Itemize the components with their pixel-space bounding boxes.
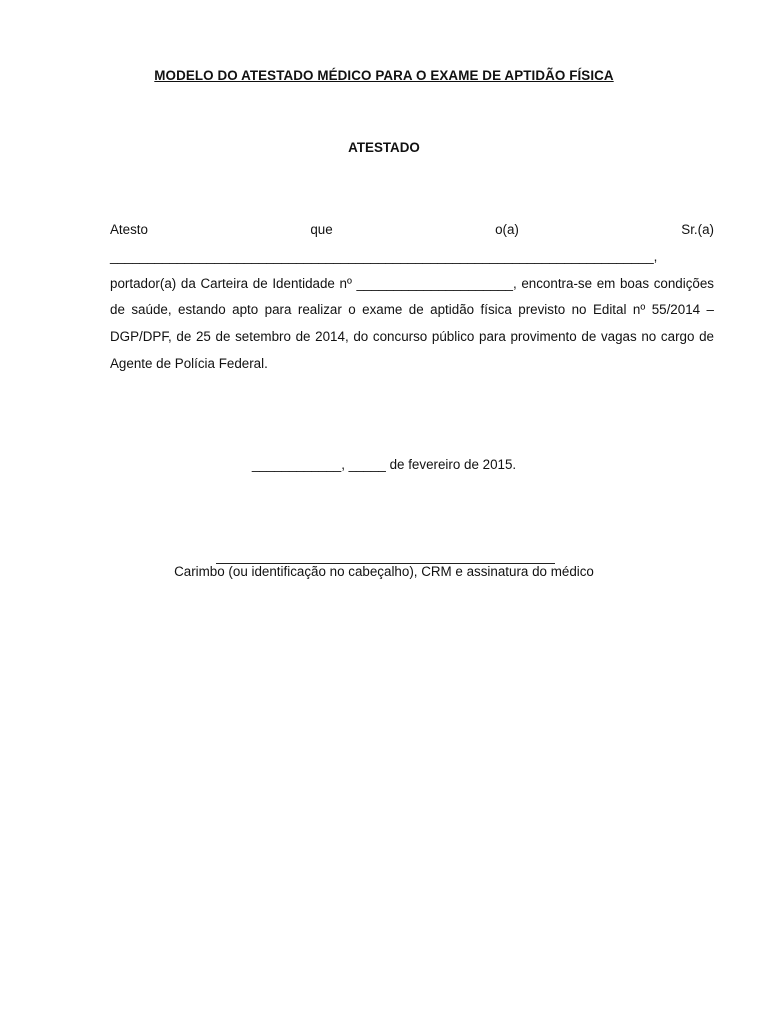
date-line: ____________, _____ de fevereiro de 2015. <box>251 457 517 472</box>
body-paragraph: Atesto que o(a) Sr.(a) _________________________________________________________________________, portador(a) da Carteira de Identidade nº _____________________, encontra-se em boas condições de saúde, estando apto para realizar o exame de aptidão física previsto no Edital nº 55/2014 – DGP/DPF, de 25 de setembro de 2014, do concurso público para provimento de vagas no cargo de Agente de Polícia Federal. <box>110 222 714 371</box>
signature-caption: Carimbo (ou identificação no cabeçalho), CRM e assinatura do médico <box>174 564 594 579</box>
document-title: MODELO DO ATESTADO MÉDICO PARA O EXAME DE APTIDÃO FÍSICA <box>154 68 614 83</box>
document-body <box>55 217 714 378</box>
document-heading: ATESTADO <box>348 140 420 155</box>
